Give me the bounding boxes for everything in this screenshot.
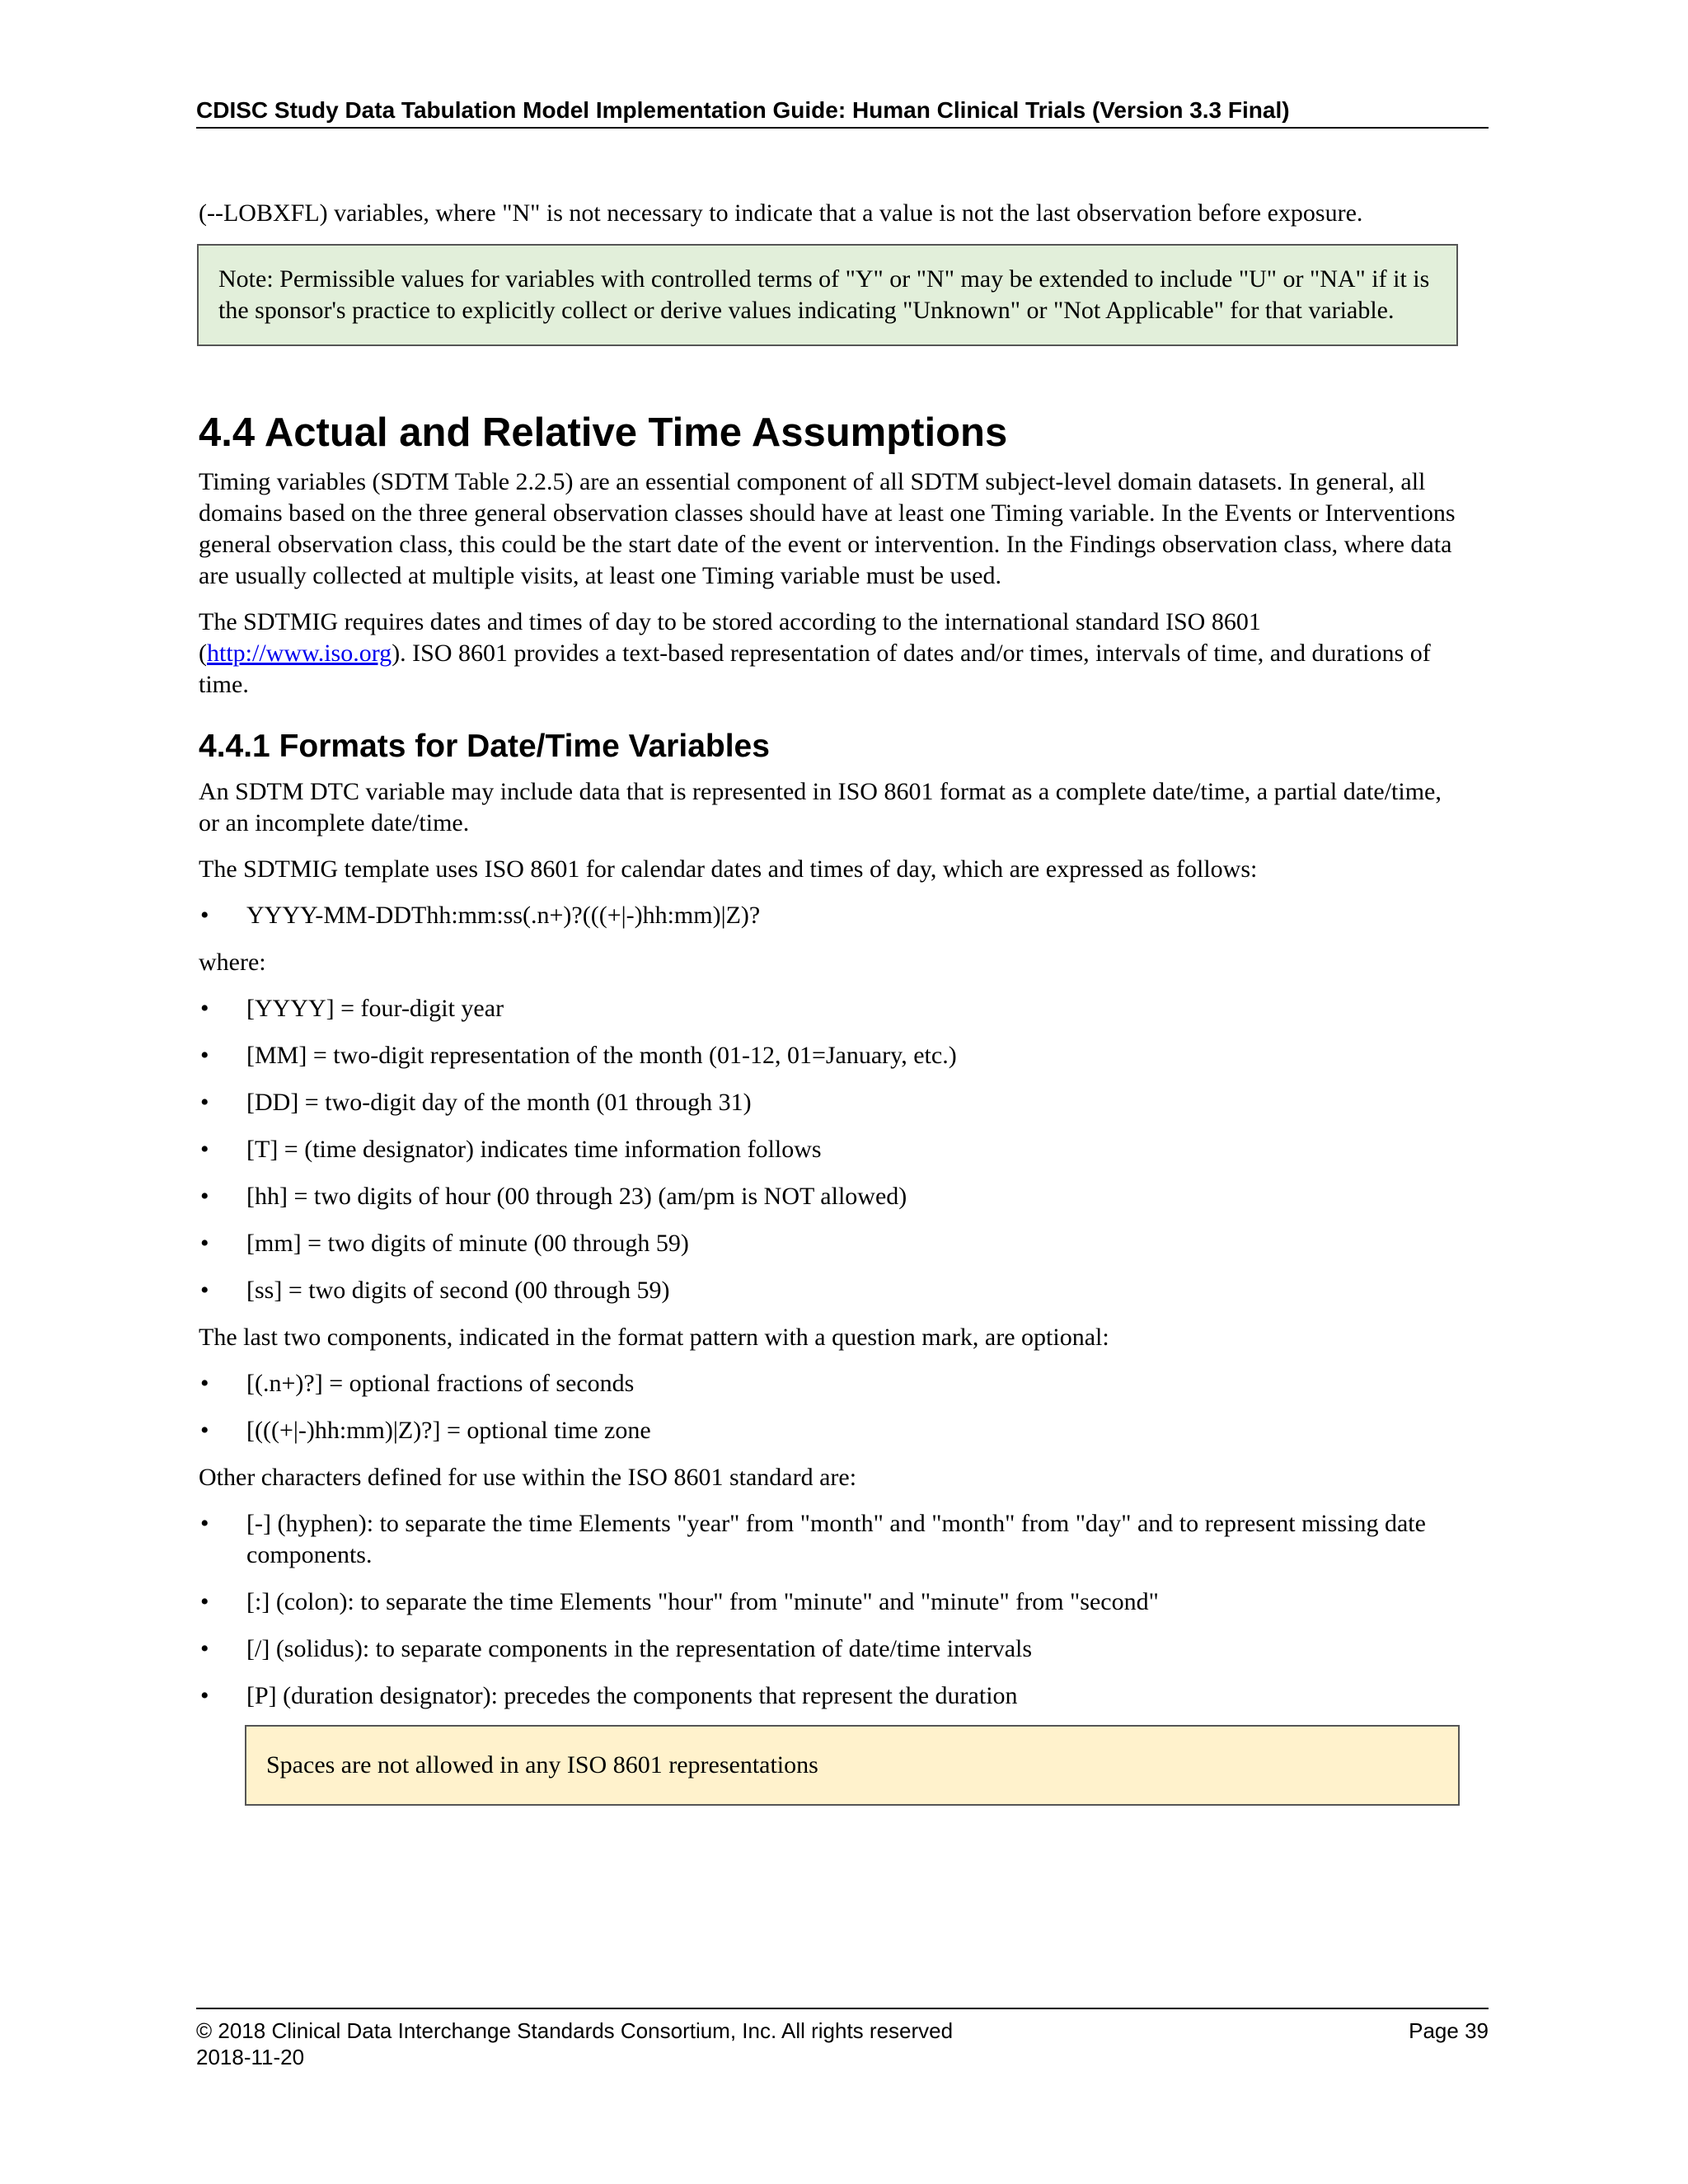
spaces-note: Spaces are not allowed in any ISO 8601 representations — [245, 1725, 1460, 1806]
optional-intro: The last two components, indicated in the format pattern with a question mark, are optional: — [199, 1324, 1109, 1351]
template-paragraph: The SDTMIG template uses ISO 8601 for calendar dates and times of day, which are expressed as follows: — [199, 855, 1258, 883]
character-text: [:] (colon): to separate the time Elements "hour" from "minute" and "minute" from "second" — [246, 1588, 1159, 1615]
components-list — [199, 993, 1468, 1306]
list-item — [199, 900, 1468, 931]
component-text: [YYYY] = four-digit year — [246, 995, 504, 1022]
list-item — [199, 1368, 1468, 1399]
component-text: [MM] = two-digit representation of the month (01-12, 01=January, etc.) — [246, 1042, 957, 1069]
document-date: 2018-11-20 — [196, 2045, 305, 2069]
page-number: Page 39 — [1409, 2018, 1489, 2043]
component-text: [hh] = two digits of hour (00 through 23) (am/pm is NOT allowed) — [246, 1183, 907, 1210]
iso-text-after: ). ISO 8601 provides a text-based representation of dates and/or times, intervals of time, and durations of time. — [199, 640, 1431, 698]
page-footer — [196, 2008, 1489, 2070]
continuation-paragraph: (--LOBXFL) variables, where "N" is not necessary to indicate that a value is not the last observation before exposure. — [199, 199, 1363, 227]
bullet-icon: • — [200, 1510, 209, 1537]
list-item — [199, 1134, 1468, 1165]
bullet-icon: • — [200, 1136, 209, 1163]
bullet-icon: • — [200, 902, 209, 929]
list-item — [199, 1181, 1468, 1212]
bullet-icon: • — [200, 1635, 209, 1662]
character-text: [P] (duration designator): precedes the components that represent the duration — [246, 1682, 1018, 1709]
format-list — [199, 900, 1468, 931]
dtc-variable-paragraph: An SDTM DTC variable may include data that is represented in ISO 8601 format as a complete date/time, a partial date/time, or an incomplete date/time. — [199, 778, 1442, 837]
bullet-icon: • — [200, 1588, 209, 1615]
component-text: [ss] = two digits of second (00 through 59) — [246, 1277, 670, 1304]
list-item — [199, 1040, 1468, 1071]
subsection-heading: 4.4.1 Formats for Date/Time Variables — [199, 729, 770, 764]
optional-text: [(((+|-)hh:mm)|Z)?] = optional time zone — [246, 1417, 651, 1444]
bullet-icon: • — [200, 1682, 209, 1709]
component-text: [DD] = two-digit day of the month (01 through 31) — [246, 1089, 752, 1116]
list-item — [199, 993, 1468, 1024]
character-text: [/] (solidus): to separate components in the representation of date/time intervals — [246, 1635, 1033, 1662]
bullet-icon: • — [200, 995, 209, 1022]
permissible-values-note: Note: Permissible values for variables with controlled terms of "Y" or "N" may be extended to include "U" or "NA" if it is the sponsor's practice to explicitly collect or derive values indicating "Unknown" or "Not Applicable" for that variable. — [197, 244, 1458, 346]
characters-list — [199, 1508, 1468, 1712]
format-pattern: YYYY-MM-DDThh:mm:ss(.n+)?(((+|-)hh:mm)|Z)? — [246, 902, 761, 929]
list-item — [199, 1228, 1468, 1259]
component-text: [mm] = two digits of minute (00 through 59) — [246, 1230, 689, 1257]
list-item — [199, 1508, 1468, 1571]
copyright-text: © 2018 Clinical Data Interchange Standards Consortium, Inc. All rights reserved — [196, 2018, 954, 2043]
iso-8601-paragraph — [199, 607, 1468, 701]
bullet-icon: • — [200, 1370, 209, 1397]
where-label: where: — [199, 949, 266, 976]
list-item — [199, 1680, 1468, 1712]
bullet-icon: • — [200, 1417, 209, 1444]
section-heading: 4.4 Actual and Relative Time Assumptions — [199, 410, 1008, 455]
page-content — [199, 198, 1468, 1806]
optional-list — [199, 1368, 1468, 1446]
running-header: CDISC Study Data Tabulation Model Implementation Guide: Human Clinical Trials (Version 3.3 Final) — [196, 97, 1489, 129]
list-item — [199, 1586, 1468, 1618]
character-text: [-] (hyphen): to separate the time Elements "year" from "month" and "month" from "day" and to represent missing date components. — [246, 1510, 1426, 1568]
bullet-icon: • — [200, 1183, 209, 1210]
list-item — [199, 1275, 1468, 1306]
bullet-icon: • — [200, 1042, 209, 1069]
component-text: [T] = (time designator) indicates time information follows — [246, 1136, 822, 1163]
list-item — [199, 1087, 1468, 1118]
list-item — [199, 1415, 1468, 1446]
bullet-icon: • — [200, 1277, 209, 1304]
bullet-icon: • — [200, 1089, 209, 1116]
characters-intro: Other characters defined for use within the ISO 8601 standard are: — [199, 1464, 857, 1491]
iso-org-link[interactable]: http://www.iso.org — [207, 640, 392, 667]
optional-text: [(.n+)?] = optional fractions of seconds — [246, 1370, 635, 1397]
timing-variables-paragraph: Timing variables (SDTM Table 2.2.5) are an essential component of all SDTM subject-level domain datasets. In general, all domains based on the three general observation classes should have at least one Timing variable. In the Events or Interventions general observation class, this could be the start date of the event or intervention. In the Findings observation class, where data are usually collected at multiple visits, at least one Timing variable must be used. — [199, 468, 1456, 589]
list-item — [199, 1633, 1468, 1665]
iso-text-before: The SDTMIG requires dates and times of day to be stored according to the international standard ISO 8601 ( — [199, 608, 1261, 667]
bullet-icon: • — [200, 1230, 209, 1257]
